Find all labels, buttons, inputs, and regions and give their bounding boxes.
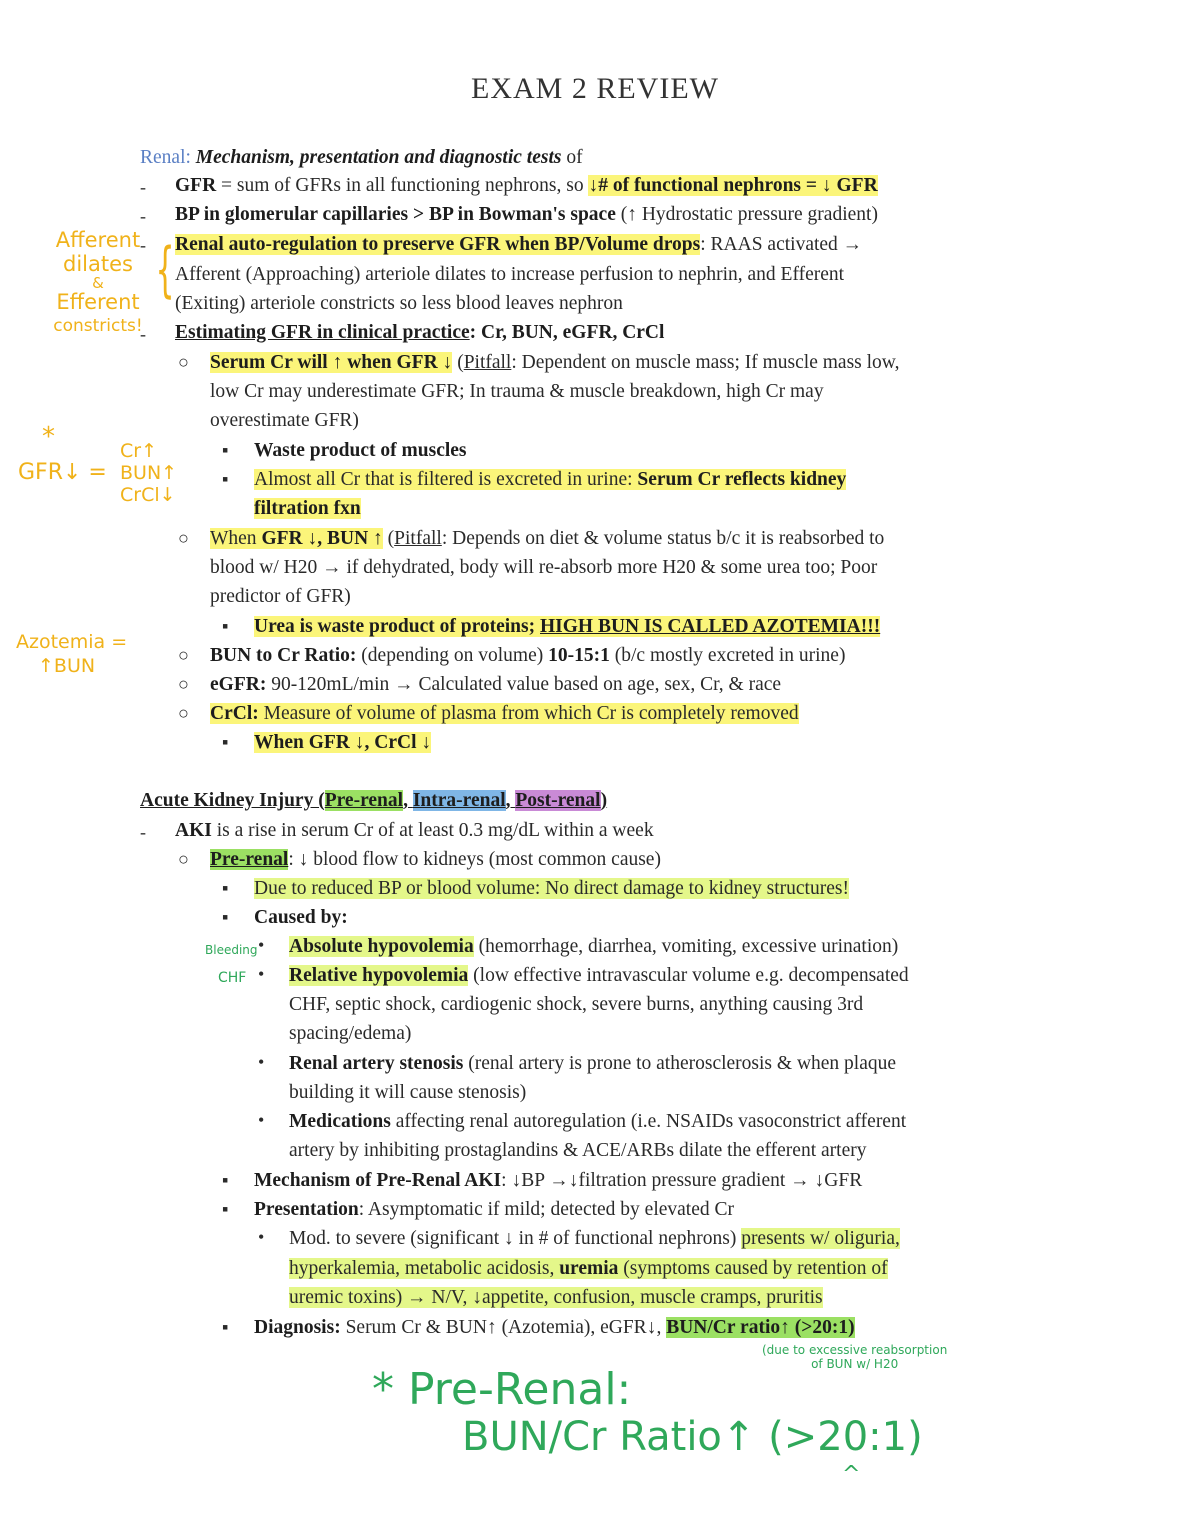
estimating-term: Estimating GFR in clinical practice <box>175 322 470 343</box>
hw-caret: ^ <box>842 1462 861 1487</box>
bullet-dot: • <box>258 1110 265 1130</box>
urea-text: Urea is waste product of proteins; <box>254 616 540 637</box>
diagnosis-text: Serum Cr & BUN↑ (Azotemia), eGFR↓, <box>340 1317 667 1338</box>
paren-close: ) <box>600 790 608 811</box>
medications-text: affecting renal autoregulation (i.e. NSAIDs vasoconstrict afferent <box>390 1111 907 1132</box>
pre-renal-term: Pre-renal <box>210 849 289 870</box>
bun-line3: predictor of GFR) <box>210 586 351 607</box>
bullet-dash: - <box>140 206 146 226</box>
crcl <box>210 701 799 727</box>
bullet-square: ▪ <box>222 469 229 489</box>
mechanism-term: Mechanism of Pre-Renal AKI <box>254 1170 502 1191</box>
presentation-text: : Asymptomatic if mild; detected by elevated Cr <box>358 1199 734 1220</box>
autoregulation <box>175 232 862 258</box>
medications-term: Medications <box>289 1111 391 1132</box>
aki-term: AKI <box>175 820 212 841</box>
paren: ( <box>452 352 464 373</box>
bullet-dot: • <box>258 935 265 955</box>
autoregulation-line2: Afferent (Approaching) arteriole dilates to increase perfusion to nephrin, and Efferent <box>175 264 845 285</box>
sep: , <box>505 790 516 811</box>
waste-muscles <box>254 438 467 464</box>
egfr-text: 90-120mL/min → Calculated value based on age, sex, Cr, & race <box>266 674 782 695</box>
crcl-text: Measure of volume of plasma from which Cr is completely removed <box>258 703 799 724</box>
bullet-square: ▪ <box>222 1170 229 1190</box>
relative-term: Relative hypovolemia <box>289 965 469 986</box>
bullet-square: ▪ <box>222 440 229 460</box>
handwritten-afferent-note <box>48 228 148 338</box>
bullet-dash: - <box>140 177 146 197</box>
bun-term: GFR ↓, BUN ↑ <box>261 528 383 549</box>
bullet-circle: ○ <box>178 645 189 665</box>
egfr <box>210 672 781 698</box>
bp-term: BP in glomerular capillaries > BP in Bowman's space <box>175 204 616 225</box>
autoregulation-line3: (Exiting) arteriole constricts so less blood leaves nephron <box>175 293 623 314</box>
medications <box>289 1109 906 1135</box>
cr-excreted-line2 <box>254 496 361 522</box>
caused-by <box>254 905 348 931</box>
serum-cr-text: : Dependent on muscle mass; If muscle mass low, <box>511 352 900 373</box>
pitfall: Pitfall <box>394 528 442 549</box>
hw-dilates: dilates <box>63 252 133 276</box>
egfr-term: eGFR: <box>210 674 267 695</box>
hw-bun: BUN↑ <box>120 462 178 484</box>
crcl-when-text: When GFR ↓, CrCl ↓ <box>254 732 432 753</box>
mechanism-text: : ↓BP →↓filtration pressure gradient → ↓GFR <box>501 1170 863 1191</box>
hw-gfr-left: GFR↓ = <box>18 460 107 485</box>
aki-heading <box>140 788 607 814</box>
pitfall: Pitfall <box>463 352 512 373</box>
renal-header-tail: of <box>566 147 583 168</box>
aki-post-renal: Post-renal <box>515 790 601 811</box>
hw-due-to <box>762 1343 947 1371</box>
hw-chf: CHF <box>218 970 247 986</box>
crcl-when <box>254 730 431 756</box>
gfr-definition <box>175 173 878 199</box>
uremic-toxins: uremic toxins) → N/V, ↓appetite, confusion, muscle cramps, pruritis <box>289 1287 823 1308</box>
bullet-dash: - <box>140 324 146 344</box>
relative-text: (low effective intravascular volume e.g. decompensated <box>468 965 909 986</box>
bullet-circle: ○ <box>178 528 189 548</box>
aki-text: is a rise in serum Cr of at least 0.3 mg/dL within a week <box>211 820 654 841</box>
bun-line2: blood w/ H20 → if dehydrated, body will re-absorb more H20 & some urea too; Poor <box>210 557 878 578</box>
oliguria: presents w/ oliguria, <box>741 1228 900 1249</box>
hw-bleeding: Bleeding <box>205 943 258 957</box>
azotemia-text: HIGH BUN IS CALLED AZOTEMIA!!! <box>540 616 881 637</box>
bullet-square: ▪ <box>222 616 229 636</box>
relative-line2: CHF, septic shock, cardiogenic shock, severe burns, anything causing 3rd <box>289 994 864 1015</box>
bullet-dot: • <box>258 1052 265 1072</box>
reduced-bp-text: Due to reduced BP or blood volume: No direct damage to kidney structures! <box>254 878 849 899</box>
medications-line2: artery by inhibiting prostaglandins & ACE/ARBs dilate the efferent artery <box>289 1140 867 1161</box>
estimating-list: : Cr, BUN, eGFR, CrCl <box>469 322 665 343</box>
bullet-square: ▪ <box>222 878 229 898</box>
diagnosis <box>254 1315 855 1341</box>
aki-title: Acute Kidney Injury ( <box>140 790 325 811</box>
gfr-term: GFR <box>175 175 217 196</box>
ratio-term: BUN to Cr Ratio: <box>210 645 357 666</box>
bullet-circle: ○ <box>178 849 189 869</box>
hw-due-to-2: of BUN w/ H20 <box>811 1357 899 1371</box>
hw-and: & <box>92 274 104 292</box>
gfr-highlight: ↓# of functional nephrons = ↓ GFR <box>588 175 878 196</box>
hw-azotemia-2: ↑BUN <box>38 655 96 677</box>
hw-ratio-big: BUN/Cr Ratio↑ (>20:1) <box>462 1414 923 1460</box>
bullet-dot: • <box>258 1227 265 1247</box>
bullet-square: ▪ <box>222 1317 229 1337</box>
hw-azotemia <box>16 630 127 678</box>
mod-severe <box>289 1226 900 1252</box>
absolute-term: Absolute hypovolemia <box>289 936 474 957</box>
absolute-hypovolemia <box>289 934 898 960</box>
hw-crcl: CrCl↓ <box>120 484 176 506</box>
urea <box>254 614 880 640</box>
caused-by-text: Caused by: <box>254 907 348 928</box>
sep: , <box>403 790 413 811</box>
cr-excreted-text: Almost all Cr that is filtered is excreted in urine: <box>254 469 638 490</box>
pre-renal-text: : ↓ blood flow to kidneys (most common cause) <box>288 849 661 870</box>
bullet-circle: ○ <box>178 703 189 723</box>
relative-hypovolemia <box>289 963 909 989</box>
bp-text: (↑ Hydrostatic pressure gradient) <box>615 204 878 225</box>
ratio-note: (b/c mostly excreted in urine) <box>609 645 846 666</box>
gfr-text: = sum of GFRs in all functioning nephrons, so <box>216 175 589 196</box>
diagnosis-term: Diagnosis: <box>254 1317 341 1338</box>
autoregulation-term: Renal auto-regulation to preserve GFR when BP/Volume drops <box>175 234 701 255</box>
hw-afferent: Afferent <box>55 228 141 252</box>
mod-severe-line3 <box>289 1285 823 1311</box>
serum-cr-bold: Serum Cr <box>637 469 720 490</box>
relative-line3: spacing/edema) <box>289 1023 412 1044</box>
bun-cr-ratio <box>210 643 845 669</box>
uremia-text: (symptoms caused by retention of <box>618 1258 888 1279</box>
paren: ( <box>382 528 395 549</box>
serum-cr-line2: low Cr may underestimate GFR; In trauma & muscle breakdown, high Cr may <box>210 381 824 402</box>
crcl-term: CrCl: <box>210 703 259 724</box>
stenosis-text: (renal artery is prone to atherosclerosis & when plaque <box>463 1053 897 1074</box>
mod-severe-text: Mod. to severe (significant ↓ in # of functional nephrons) <box>289 1228 742 1249</box>
bullet-square: ▪ <box>222 732 229 752</box>
serum-cr-line3: overestimate GFR) <box>210 410 359 431</box>
aki-intra-renal: Intra-renal <box>412 790 506 811</box>
hw-due-to-1: (due to excessive reabsorption <box>762 1343 948 1357</box>
renal-artery-stenosis <box>289 1051 896 1077</box>
hw-gfr-right <box>120 440 177 506</box>
stenosis-line2: building it will cause stenosis) <box>289 1082 527 1103</box>
cr-excreted <box>254 467 846 493</box>
page-title: EXAM 2 REVIEW <box>471 72 719 105</box>
when: When <box>210 528 262 549</box>
waste-muscles-text: Waste product of muscles <box>254 440 467 461</box>
bullet-square: ▪ <box>222 1199 229 1219</box>
hw-constricts: constricts! <box>53 316 143 336</box>
hyperkalemia: hyperkalemia, metabolic acidosis, <box>289 1258 560 1279</box>
pre-renal <box>210 847 661 873</box>
absolute-text: (hemorrhage, diarrhea, vomiting, excessive urination) <box>473 936 899 957</box>
bullet-circle: ○ <box>178 352 189 372</box>
aki-pre-renal: Pre-renal <box>324 790 404 811</box>
aki-definition <box>175 818 654 844</box>
bullet-circle: ○ <box>178 674 189 694</box>
bullet-dot: • <box>258 964 265 984</box>
serum-cr-term: Serum Cr will ↑ when GFR ↓ <box>210 352 453 373</box>
renal-header-text: Mechanism, presentation and diagnostic tests <box>195 147 562 168</box>
renal-header <box>140 145 583 171</box>
hw-efferent: Efferent <box>56 290 140 314</box>
filtration-fxn: filtration fxn <box>254 498 361 519</box>
hw-star: * <box>42 422 55 452</box>
uremia: uremia <box>559 1258 619 1279</box>
estimating-gfr <box>175 320 664 346</box>
handwritten-brace: { <box>155 235 175 305</box>
autoregulation-text: : RAAS activated → <box>700 234 863 255</box>
reflects-bold: reflects kidney <box>719 469 847 490</box>
bullet-square: ▪ <box>222 907 229 927</box>
bullet-dash: - <box>140 235 146 255</box>
reduced-bp <box>254 876 849 902</box>
bullet-dash: - <box>140 822 146 842</box>
hw-azotemia-1: Azotemia = <box>16 631 128 653</box>
ratio-value: 10-15:1 <box>548 645 610 666</box>
hw-pre-renal-big: * Pre-Renal: <box>372 1364 632 1415</box>
bun <box>210 526 884 552</box>
renal-label: Renal: <box>140 147 191 168</box>
mechanism <box>254 1168 862 1194</box>
presentation <box>254 1197 734 1223</box>
ratio-text: (depending on volume) <box>356 645 549 666</box>
mod-severe-line2 <box>289 1256 888 1282</box>
serum-cr <box>210 350 899 376</box>
stenosis-term: Renal artery stenosis <box>289 1053 464 1074</box>
bun-cr-ratio-highlight: BUN/Cr ratio↑ (>20:1) <box>666 1317 855 1338</box>
bp-glomerular <box>175 202 878 228</box>
presentation-term: Presentation <box>254 1199 359 1220</box>
hw-cr: Cr↑ <box>120 440 157 462</box>
bun-text: : Depends on diet & volume status b/c it is reabsorbed to <box>441 528 885 549</box>
